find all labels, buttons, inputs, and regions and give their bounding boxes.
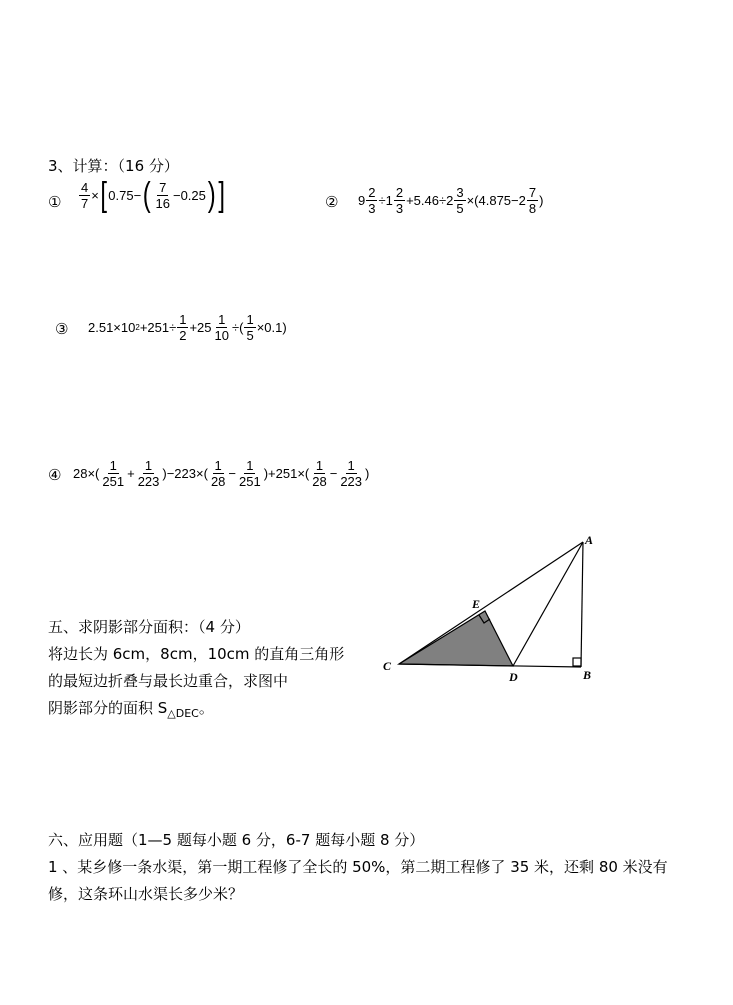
section5-title: 五、求阴影部分面积：（4 分） — [48, 618, 250, 636]
problem4-number: ④ — [48, 466, 62, 484]
section3-title: 3、计算：（16 分） — [48, 157, 179, 175]
problem1-expression: $\frac{4}{7}$ × [ 0.75− ( $\frac{7}{16}$ −0.25 ) ] — [81, 176, 226, 214]
section5-line2: 的最短边折叠与最长边重合，求图中 — [48, 672, 289, 690]
question1-line2: 修，这条环山水渠长多少米？ — [48, 885, 244, 903]
problem3-expression: 2.51×10 2 +251÷ $\frac{1}{2}$ +25 $\frac{1}{10}$ ÷( $\frac{1}{5}$ ×0.1) — [88, 312, 287, 343]
right-angle-b — [573, 658, 581, 666]
problem4-expression: 28×( $\frac{1}{251}$ + $\frac{1}{223}$ )−223×( $\frac{1}{28}$ − $\frac{1}{251}$ )+251×( $\frac{1}{28}$ − $\frac{1}{223}$ ) — [73, 458, 370, 489]
section5-line3-prefix: 阴影部分的面积 S — [48, 699, 168, 717]
problem1-number: ① — [48, 193, 62, 211]
shaded-triangle-dec — [399, 611, 513, 666]
label-e: E — [472, 597, 481, 611]
problem2-number: ② — [325, 193, 339, 211]
problem2-expression: 9 $\frac{2}{3}$ ÷1 $\frac{2}{3}$ +5.46÷2 $\frac{3}{5}$ ×(4.875−2 $\frac{7}{8}$ ) — [358, 185, 544, 216]
problem3-number: ③ — [55, 320, 69, 338]
section6-title: 六、应用题（1—5 题每小题 6 分，6-7 题每小题 8 分） — [48, 831, 425, 849]
label-b: B — [583, 668, 592, 682]
triangle-figure — [375, 530, 605, 690]
section5-line3 — [48, 697, 214, 720]
section5-line1: 将边长为 6cm，8cm，10cm 的直角三角形 — [48, 645, 345, 663]
label-d: D — [509, 670, 518, 684]
section5-line3-suffix: 。 — [198, 699, 214, 717]
label-c: C — [383, 659, 392, 673]
segment-ad — [513, 542, 583, 666]
section5-subscript: △DEC — [167, 707, 199, 720]
question1-line1: 1 、某乡修一条水渠，第一期工程修了全长的 50%，第二期工程修了 35 米，还剩 80 米没有 — [48, 858, 668, 876]
label-a: A — [585, 533, 594, 547]
side-ab — [581, 542, 583, 667]
